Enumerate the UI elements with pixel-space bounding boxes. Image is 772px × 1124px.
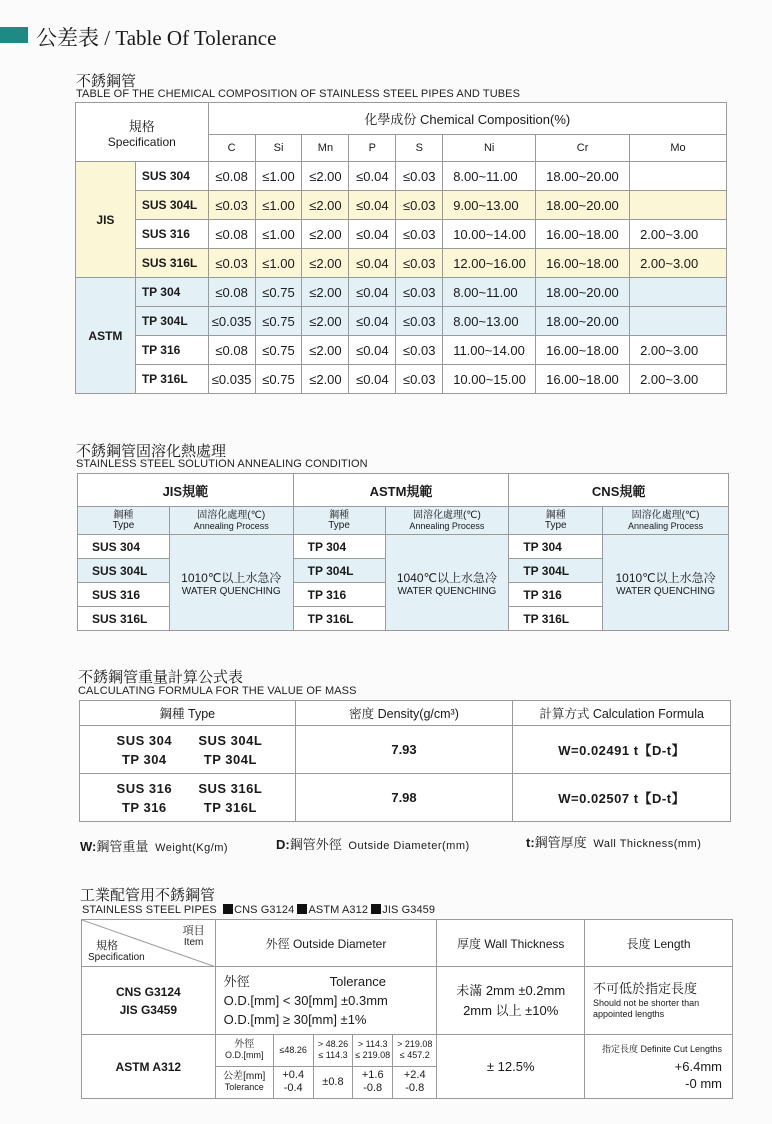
type-header-cn: 鋼種 (113, 509, 134, 521)
composition-cell: ≤0.035 (208, 307, 255, 336)
element-header: P (349, 135, 396, 162)
wall-tolerance-cns: 未滿 2mm ±0.2mm 2mm 以上 ±10% (437, 967, 585, 1035)
composition-cell: 18.00~20.00 (536, 307, 630, 336)
industrial-title-cn: 工業配管用不銹鋼管 (80, 886, 216, 904)
col-density-header: 密度 Density(g/cm³) (295, 701, 513, 726)
composition-cell (630, 191, 727, 220)
spec-header-cn: 規格 (128, 118, 155, 134)
type-header-cn: 鋼種 (545, 509, 566, 521)
std-cns: CNS G3124 (234, 904, 295, 916)
types-cell: SUS 304 SUS 304L TP 304 TP 304L (80, 726, 296, 774)
col-type-header: 鋼種 Type (80, 701, 296, 726)
types-cell: SUS 316 SUS 316L TP 316 TP 316L (80, 774, 296, 822)
tolerance-value-cell: +1.6 -0.8 (353, 1066, 393, 1098)
element-header: C (208, 135, 255, 162)
composition-cell: ≤0.03 (396, 162, 443, 191)
composition-cell: ≤0.04 (349, 191, 396, 220)
type-header-cell (293, 507, 385, 535)
element-header: Ni (443, 135, 536, 162)
table-row (80, 726, 731, 774)
composition-cell: ≤0.08 (208, 162, 255, 191)
composition-cell: ≤0.03 (396, 278, 443, 307)
table-row (76, 336, 727, 365)
type-cell: SUS 304 (78, 535, 170, 559)
grade-cell: TP 304L (135, 307, 208, 336)
composition-cell: 8.00~13.00 (443, 307, 536, 336)
group-label: ASTM (76, 278, 136, 394)
composition-cell (630, 162, 727, 191)
composition-cell: ≤2.00 (302, 249, 349, 278)
composition-cell: ≤0.035 (208, 365, 255, 394)
process-header-cell (169, 507, 293, 535)
type-header-en: Type (112, 519, 135, 531)
mass-legend (526, 832, 701, 851)
od-range-cell: > 48.26 ≤ 114.3 (313, 1035, 353, 1066)
composition-cell: ≤0.03 (396, 220, 443, 249)
type-cell: SUS 316 (78, 583, 170, 607)
composition-cell: ≤0.75 (255, 365, 302, 394)
composition-cell: ≤0.04 (349, 249, 396, 278)
composition-cell: ≤1.00 (255, 162, 302, 191)
composition-cell: 16.00~18.00 (536, 220, 630, 249)
composition-cell: ≤0.03 (208, 249, 255, 278)
od-range-cell: > 219.08 ≤ 457.2 (393, 1035, 437, 1066)
process-cell: 1040℃以上水急冷 WATER QUENCHING (385, 535, 509, 631)
composition-cell: ≤0.75 (255, 336, 302, 365)
process-header-cn: 固溶化處理(℃) (631, 509, 700, 521)
spec-header-en: Specification (107, 134, 176, 149)
table-row (80, 774, 731, 822)
composition-cell: 9.00~13.00 (443, 191, 536, 220)
composition-cell: 10.00~14.00 (443, 220, 536, 249)
std-jis: JIS G3459 (382, 904, 436, 916)
composition-cell: ≤0.03 (396, 365, 443, 394)
table-row (76, 278, 727, 307)
industrial-pipes-table (81, 919, 733, 1099)
table-row (76, 162, 727, 191)
std-astm: ASTM A312 (308, 904, 369, 916)
astm-od-subtable (216, 1035, 437, 1098)
industrial-title-en: STAINLESS STEEL PIPES CNS G3124 ASTM A312 JIS G3459 (82, 904, 436, 916)
composition-cell: 8.00~11.00 (443, 278, 536, 307)
chem-title-en: TABLE OF THE CHEMICAL COMPOSITION OF STAINLESS STEEL PIPES AND TUBES (76, 88, 521, 100)
page-title: 公差表 / Table Of Tolerance (36, 26, 277, 50)
table-row (76, 220, 727, 249)
grade-cell: TP 316L (135, 365, 208, 394)
composition-cell: 18.00~20.00 (536, 278, 630, 307)
composition-cell: 18.00~20.00 (536, 162, 630, 191)
anneal-title-cn: 不銹鋼管固溶化熱處理 (76, 442, 227, 460)
process-header-cn: 固溶化處理(℃) (412, 509, 481, 521)
tolerance-value-cell: +0.4 -0.4 (273, 1066, 313, 1098)
composition-cell: 16.00~18.00 (536, 336, 630, 365)
type-header-cn: 鋼種 (329, 509, 350, 521)
grade-cell: TP 316 (135, 336, 208, 365)
jis-standard-header: JIS規範 (78, 474, 294, 507)
composition-cell: 2.00~3.00 (630, 365, 727, 394)
square-bullet-icon (297, 904, 307, 914)
col-formula-header: 計算方式 Calculation Formula (513, 701, 731, 726)
od-tolerance-astm (215, 1035, 437, 1099)
composition-cell: ≤2.00 (302, 307, 349, 336)
grade-cell: SUS 316L (135, 249, 208, 278)
table-row (76, 191, 727, 220)
composition-cell: ≤0.04 (349, 162, 396, 191)
composition-cell: ≤2.00 (302, 162, 349, 191)
composition-cell (630, 278, 727, 307)
legend-d: D:鋼管外徑 Outside Diameter(mm) (276, 837, 470, 852)
composition-cell: ≤0.04 (349, 336, 396, 365)
composition-cell: ≤1.00 (255, 191, 302, 220)
composition-cell: 12.00~16.00 (443, 249, 536, 278)
square-bullet-icon (371, 904, 381, 914)
composition-header: 化學成份 Chemical Composition(%) (208, 103, 726, 135)
composition-cell: ≤0.75 (255, 307, 302, 336)
type-header-cell (78, 507, 170, 535)
process-header-en: Annealing Process (628, 520, 704, 531)
spec-item-header (82, 920, 216, 967)
composition-cell: 10.00~15.00 (443, 365, 536, 394)
grade-cell: SUS 304 (135, 162, 208, 191)
length-tolerance-cns: 不可低於指定長度 Should not be shorter than appointed lengths (585, 967, 733, 1035)
chemical-composition-table (75, 102, 727, 394)
process-header-en: Annealing Process (409, 520, 485, 531)
process-header-cn: 固溶化處理(℃) (197, 509, 266, 521)
element-header: Cr (536, 135, 630, 162)
composition-cell: ≤2.00 (302, 336, 349, 365)
element-header: Si (255, 135, 302, 162)
spec-label: 規格 Specification (88, 940, 145, 963)
type-cell: TP 316L (509, 607, 603, 631)
annealing-table (77, 473, 729, 631)
tolerance-value-cell: +2.4 -0.8 (393, 1066, 437, 1098)
composition-cell: ≤0.08 (208, 336, 255, 365)
od-range-cell: ≤48.26 (273, 1035, 313, 1066)
grade-cell: TP 304 (135, 278, 208, 307)
composition-cell: ≤0.08 (208, 220, 255, 249)
composition-cell: 2.00~3.00 (630, 220, 727, 249)
process-cell: 1010℃以上水急冷 WATER QUENCHING (603, 535, 729, 631)
composition-cell: ≤0.03 (208, 191, 255, 220)
grade-cell: SUS 304L (135, 191, 208, 220)
length-tolerance-astm: 指定長度 Definite Cut Lengths +6.4mm -0 mm (585, 1035, 733, 1099)
item-label: 項目 Item (182, 925, 205, 948)
type-cell: TP 316L (293, 607, 385, 631)
composition-cell: 2.00~3.00 (630, 249, 727, 278)
composition-cell: 2.00~3.00 (630, 336, 727, 365)
spec-cns-jis: CNS G3124 JIS G3459 (82, 967, 216, 1035)
spec-header-cell (76, 103, 209, 162)
grade-cell: SUS 316 (135, 220, 208, 249)
composition-cell: ≤2.00 (302, 220, 349, 249)
od-tolerance-cns: 外徑 Tolerance O.D.[mm] < 30[mm] ±0.3mm O.D.[mm] ≥ 30[mm] ±1% (215, 967, 437, 1035)
process-cell: 1010℃以上水急冷 WATER QUENCHING (169, 535, 293, 631)
table-row (76, 249, 727, 278)
composition-cell: ≤1.00 (255, 249, 302, 278)
element-header: S (396, 135, 443, 162)
type-cell: TP 304L (293, 559, 385, 583)
composition-cell: ≤0.03 (396, 336, 443, 365)
density-cell: 7.93 (295, 726, 513, 774)
composition-cell: ≤0.75 (255, 278, 302, 307)
col-od-header: 外徑 Outside Diameter (215, 920, 437, 967)
composition-cell: ≤0.04 (349, 307, 396, 336)
process-header-cell (385, 507, 509, 535)
composition-cell: 16.00~18.00 (536, 365, 630, 394)
anneal-title-en: STAINLESS STEEL SOLUTION ANNEALING CONDITION (76, 458, 368, 470)
composition-cell: ≤0.03 (396, 191, 443, 220)
type-cell: SUS 316L (78, 607, 170, 631)
table-row (76, 365, 727, 394)
tol-label-cell: 公差[mm] Tolerance (216, 1066, 274, 1098)
composition-cell (630, 307, 727, 336)
type-cell: TP 316 (509, 583, 603, 607)
mass-legend (80, 836, 228, 855)
composition-cell: ≤0.04 (349, 365, 396, 394)
element-header: Mn (302, 135, 349, 162)
composition-cell: ≤0.04 (349, 220, 396, 249)
type-cell: SUS 304L (78, 559, 170, 583)
title-accent-bar (0, 27, 28, 43)
tolerance-value-cell: ±0.8 (313, 1066, 353, 1098)
mass-title-cn: 不銹鋼管重量計算公式表 (78, 668, 244, 686)
composition-cell: ≤0.08 (208, 278, 255, 307)
type-cell: TP 304 (509, 535, 603, 559)
square-bullet-icon (223, 904, 233, 914)
composition-cell: ≤2.00 (302, 278, 349, 307)
type-cell: TP 304 (293, 535, 385, 559)
chem-title-cn: 不銹鋼管 (76, 72, 137, 90)
density-cell: 7.98 (295, 774, 513, 822)
legend-w: W:鋼管重量 Weight(Kg/m) (80, 839, 229, 854)
composition-cell: ≤0.04 (349, 278, 396, 307)
composition-cell: 16.00~18.00 (536, 249, 630, 278)
od-label-cell: 外徑 O.D.[mm] (216, 1035, 274, 1066)
type-header-en: Type (544, 519, 567, 531)
mass-formula-table (79, 700, 731, 822)
table-row (78, 535, 729, 559)
type-header-cell (509, 507, 603, 535)
composition-cell: ≤0.03 (396, 249, 443, 278)
col-length-header: 長度 Length (585, 920, 733, 967)
composition-cell: 11.00~14.00 (443, 336, 536, 365)
table-row (76, 307, 727, 336)
composition-cell: 8.00~11.00 (443, 162, 536, 191)
group-label: JIS (76, 162, 136, 278)
composition-cell: ≤0.03 (396, 307, 443, 336)
mass-legend (276, 834, 470, 853)
composition-cell: ≤2.00 (302, 191, 349, 220)
type-header-en: Type (328, 519, 350, 531)
mass-title-en: CALCULATING FORMULA FOR THE VALUE OF MASS (78, 685, 357, 697)
composition-cell: ≤2.00 (302, 365, 349, 394)
formula-cell: W=0.02507 t【D-t】 (513, 774, 731, 822)
type-cell: TP 304L (509, 559, 603, 583)
formula-cell: W=0.02491 t【D-t】 (513, 726, 731, 774)
col-wall-header: 厚度 Wall Thickness (437, 920, 585, 967)
astm-standard-header: ASTM規範 (293, 474, 509, 507)
element-header: Mo (630, 135, 727, 162)
cns-standard-header: CNS規範 (509, 474, 729, 507)
od-range-cell: > 114.3 ≤ 219.08 (353, 1035, 393, 1066)
process-header-cell (603, 507, 729, 535)
composition-cell: ≤1.00 (255, 220, 302, 249)
composition-cell: 18.00~20.00 (536, 191, 630, 220)
legend-t: t:鋼管厚度 Wall Thickness(mm) (526, 835, 702, 850)
wall-tolerance-astm: ± 12.5% (437, 1035, 585, 1099)
process-header-en: Annealing Process (193, 520, 269, 531)
spec-astm-a312: ASTM A312 (82, 1035, 216, 1099)
type-cell: TP 316 (293, 583, 385, 607)
